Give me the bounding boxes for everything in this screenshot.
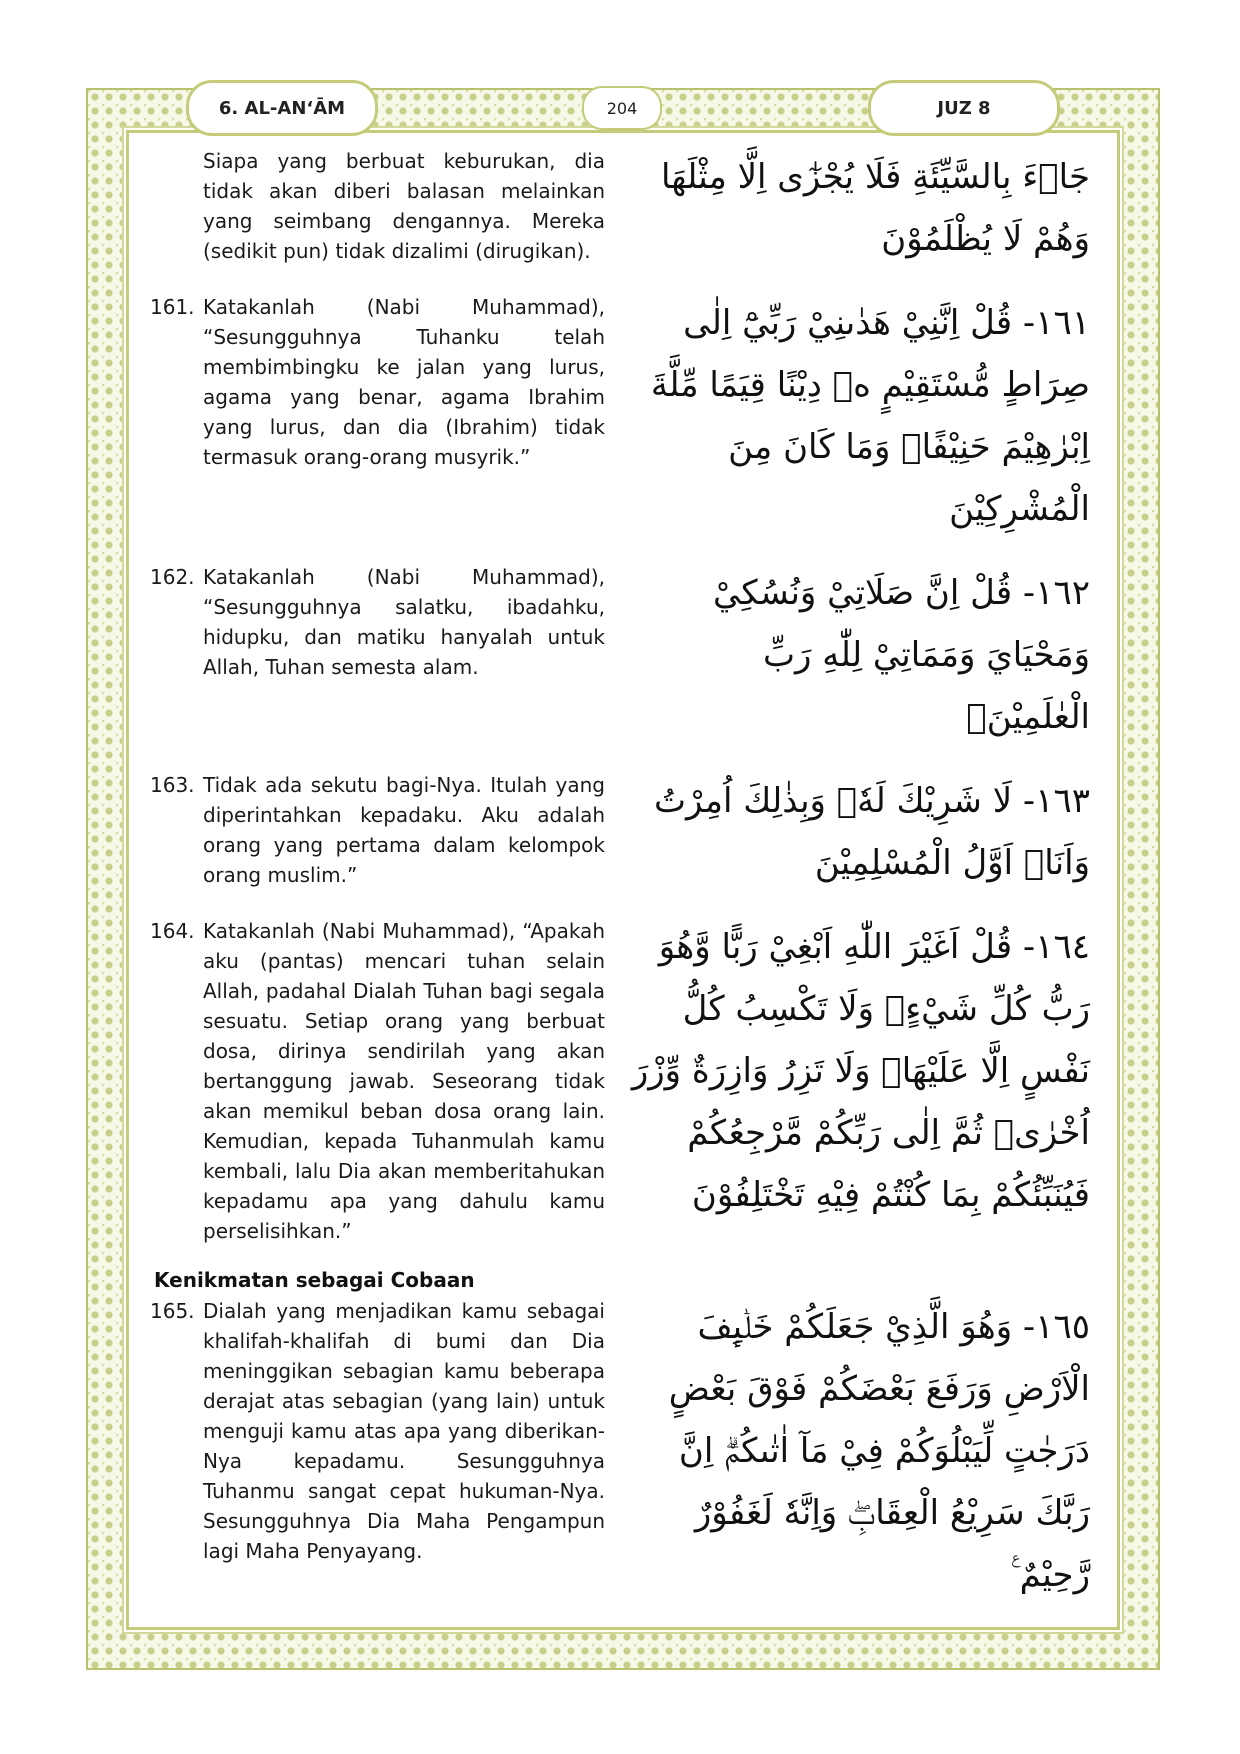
verse-number: 165.	[150, 1299, 195, 1323]
arabic-text: ١٦٥- وَهُوَ الَّذِيْ جَعَلَكُمْ خَلٰۤىِٕفَ الْاَرْضِ وَرَفَعَ بَعْضَكُمْ فَوْقَ بَعْضٍ دَرَجٰتٍ لِّيَبْلُوَكُمْ فِيْ مَآ اٰتٰىكُمْۗ اِنَّ رَبَّكَ سَرِيْعُ الْعِقَابِۖ وَاِنَّهٗ لَغَفُوْرٌ رَّحِيْمٌ ࣖ	[668, 1307, 1090, 1595]
surah-title: 6. AL-AN‘ĀM	[186, 80, 378, 136]
translation-text: Siapa yang berbuat keburukan, dia tidak akan diberi balasan melainkan yang seimbang dengannya. Mereka (sedikit pun) tidak dizalimi (dirugikan).	[203, 149, 605, 263]
verse-160-continuation	[150, 146, 1090, 270]
translation-text: Katakanlah (Nabi Muhammad), “Sesungguhnya salatku, ibadahku, hidupku, dan matiku hanyalah untuk Allah, Tuhan semesta alam.	[203, 565, 605, 679]
section-heading: Kenikmatan sebagai Cobaan	[154, 1268, 475, 1292]
translation-text: Katakanlah (Nabi Muhammad), “Apakah aku (pantas) mencari tuhan selain Allah, padahal Dialah Tuhan bagi segala sesuatu. Setiap orang yang berbuat dosa, dirinya sendirilah yang akan bertanggung jawab. Seseorang tidak akan memikul beban dosa orang lain. Kemudian, kepada Tuhanmulah kamu kembali, lalu Dia akan memberitahukan kepadamu apa yang dahulu kamu perselisihkan.”	[203, 919, 605, 1243]
translation	[150, 916, 605, 1246]
arabic-text: جَاۤءَ بِالسَّيِّئَةِ فَلَا يُجْزٰٓى اِلَّا مِثْلَهَا وَهُمْ لَا يُظْلَمُوْنَ	[661, 157, 1090, 259]
verse-161	[150, 292, 1090, 540]
translation	[150, 146, 605, 266]
translation	[150, 562, 605, 682]
verse-number	[150, 146, 203, 266]
page-content	[150, 146, 1090, 1628]
arabic-text: ١٦٣- لَا شَرِيْكَ لَهٗۚ وَبِذٰلِكَ اُمِرْتُ وَاَنَا۠ اَوَّلُ الْمُسْلِمِيْنَ	[653, 781, 1090, 883]
verse-165	[150, 1296, 1090, 1606]
translation-text: Dialah yang menjadikan kamu sebagai khalifah-khalifah di bumi dan Dia meninggikan sebagian kamu beberapa derajat atas sebagian (yang lain) untuk menguji kamu atas apa yang diberikan-Nya kepadamu. Sesungguhnya Tuhanmu sangat cepat hukuman-Nya. Sesungguhnya Dia Maha Pengampun lagi Maha Penyayang.	[203, 1299, 605, 1563]
verse-number: 164.	[150, 919, 195, 943]
verse-163	[150, 770, 1090, 894]
verse-164	[150, 916, 1090, 1246]
arabic-text: ١٦٢- قُلْ اِنَّ صَلَاتِيْ وَنُسُكِيْ وَمَحْيَايَ وَمَمَاتِيْ لِلّٰهِ رَبِّ الْعٰلَمِيْنَۙ	[713, 573, 1090, 737]
juz-label: JUZ 8	[868, 80, 1060, 136]
page-number: 204	[582, 86, 662, 130]
verse-162	[150, 562, 1090, 748]
translation-text: Katakanlah (Nabi Muhammad), “Sesungguhnya Tuhanku telah membimbingku ke jalan yang lurus, agama yang benar, agama Ibrahim yang lurus, dan dia (Ibrahim) tidak termasuk orang-orang musyrik.”	[203, 295, 605, 469]
verse-number: 162.	[150, 565, 195, 589]
arabic-text: ١٦٤- قُلْ اَغَيْرَ اللّٰهِ اَبْغِيْ رَبًّا وَّهُوَ رَبُّ كُلِّ شَيْءٍۗ وَلَا تَكْسِبُ كُلُّ نَفْسٍ اِلَّا عَلَيْهَاۚ وَلَا تَزِرُ وَازِرَةٌ وِّزْرَ اُخْرٰىۚ ثُمَّ اِلٰى رَبِّكُمْ مَّرْجِعُكُمْ فَيُنَبِّئُكُمْ بِمَا كُنْتُمْ فِيْهِ تَخْتَلِفُوْنَ	[631, 927, 1090, 1215]
verse-number: 163.	[150, 773, 195, 797]
verse-number: 161.	[150, 295, 195, 319]
translation	[150, 1296, 605, 1566]
translation	[150, 292, 605, 472]
translation	[150, 770, 605, 890]
arabic-text: ١٦١- قُلْ اِنَّنِيْ هَدٰىنِيْ رَبِّيْٓ اِلٰى صِرَاطٍ مُّسْتَقِيْمٍ ەۚ دِيْنًا قِيَمًا مِّلَّةَ اِبْرٰهِيْمَ حَنِيْفًاۚ وَمَا كَانَ مِنَ الْمُشْرِكِيْنَ	[650, 303, 1090, 529]
translation-text: Tidak ada sekutu bagi-Nya. Itulah yang diperintahkan kepadaku. Aku adalah orang yang pertama dalam kelompok orang muslim.”	[203, 773, 605, 887]
